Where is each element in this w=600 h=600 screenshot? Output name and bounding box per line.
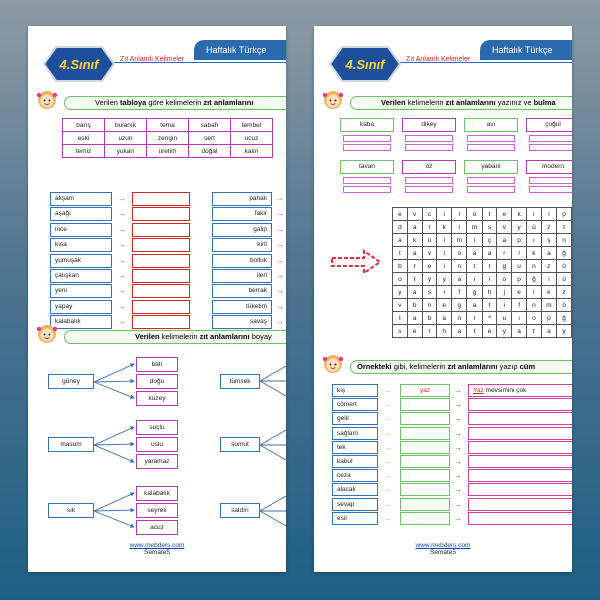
grid-letter[interactable]: m xyxy=(452,234,467,247)
word-box: kaba xyxy=(340,118,394,132)
grid-letter[interactable]: c xyxy=(422,208,437,221)
tree-root-word-right: saldırı xyxy=(220,503,260,518)
grid-letter[interactable]: ğ xyxy=(527,273,542,286)
grid-letter[interactable]: s xyxy=(393,325,408,338)
grid-letter[interactable]: a xyxy=(497,234,512,247)
grid-letter[interactable]: ü xyxy=(557,273,572,286)
arrow-icon: → xyxy=(454,499,462,509)
table-cell: tembel xyxy=(231,119,273,132)
grid-letter[interactable]: z xyxy=(541,221,556,234)
grid-letter[interactable]: h xyxy=(437,325,452,338)
arrow-icon: → xyxy=(384,428,392,438)
grid-letter[interactable]: k xyxy=(541,286,556,299)
arrow-icon: → xyxy=(454,400,462,410)
grid-letter[interactable]: ğ xyxy=(557,247,572,260)
grid-letter[interactable]: ı xyxy=(437,286,452,299)
answer-field[interactable] xyxy=(467,186,515,193)
word-left: aşağı xyxy=(50,207,112,221)
example-word: gelir xyxy=(332,412,378,425)
grid-letter[interactable]: o xyxy=(393,273,408,286)
grid-letter[interactable]: t xyxy=(407,273,422,286)
arrow-icon: → xyxy=(118,194,126,203)
arrow-icon: → xyxy=(454,386,462,395)
grid-letter[interactable]: b xyxy=(407,299,422,312)
grid-letter[interactable]: r xyxy=(422,221,437,234)
example-word: cömert xyxy=(332,398,378,411)
table-cell: üretim xyxy=(147,145,189,158)
tree-root-word: masum xyxy=(48,437,94,452)
answer-field[interactable] xyxy=(400,441,450,454)
instruction-2-text: Verilen kelimelerin zıt anlamlarını boyay xyxy=(64,330,286,344)
tree-root-word: sık xyxy=(48,503,94,518)
grid-letter[interactable]: a xyxy=(541,325,556,338)
arrow-icon: → xyxy=(118,240,126,250)
grid-letter[interactable]: f xyxy=(512,299,527,312)
sentence-field[interactable] xyxy=(468,469,572,482)
grid-letter[interactable]: a xyxy=(482,247,497,260)
grid-letter[interactable]: t xyxy=(467,260,482,273)
grid-letter[interactable]: v xyxy=(422,247,437,260)
grid-letter[interactable]: e xyxy=(512,286,527,299)
word-box: yabani xyxy=(464,160,518,174)
grid-letter[interactable]: a xyxy=(467,299,482,312)
grid-letter[interactable]: a xyxy=(407,286,422,299)
grid-letter[interactable]: ü xyxy=(422,234,437,247)
word-right: galip xyxy=(212,223,272,237)
grid-letter[interactable]: i xyxy=(497,299,512,312)
example-sentence-rest: mevsimini çok xyxy=(483,387,527,394)
grid-letter[interactable]: ö xyxy=(557,260,572,273)
grid-letter[interactable]: t xyxy=(527,325,542,338)
grid-letter[interactable]: a xyxy=(452,273,467,286)
page-header xyxy=(314,26,572,88)
example-word: alacak xyxy=(332,483,378,496)
instruction-3-text: Verilen kelimelerin zıt anlamlarını yazınız ve bulma xyxy=(350,96,572,110)
answer-field[interactable] xyxy=(343,135,391,142)
grid-letter[interactable]: n xyxy=(527,260,542,273)
word-right: bolluk xyxy=(212,254,272,268)
arrow-icon: → xyxy=(454,485,462,495)
grid-letter[interactable]: u xyxy=(497,312,512,325)
grid-row xyxy=(393,208,572,221)
grid-letter[interactable]: l xyxy=(437,247,452,260)
word-left: yumuşak xyxy=(50,254,112,268)
arrow-icon: → xyxy=(454,428,462,438)
table-cell: yukarı xyxy=(105,145,147,158)
arrow-icon: → xyxy=(454,442,462,452)
grid-letter[interactable]: t xyxy=(482,299,497,312)
arrow-right-icon xyxy=(330,248,382,276)
grid-letter[interactable]: o xyxy=(527,312,542,325)
arrow-icon: → xyxy=(118,286,126,296)
grid-letter[interactable]: i xyxy=(452,221,467,234)
answer-field[interactable] xyxy=(343,177,391,184)
grid-letter[interactable]: n xyxy=(452,260,467,273)
arrow-icon: → xyxy=(276,271,284,280)
arrow-icon: → xyxy=(454,513,462,523)
word-right: ileri xyxy=(212,269,272,283)
arrow-icon: → xyxy=(276,194,284,203)
answer-field[interactable] xyxy=(400,498,450,511)
tree-option[interactable]: kalabalık xyxy=(136,486,178,501)
arrow-icon: → xyxy=(384,499,392,509)
grid-letter[interactable]: z xyxy=(557,286,572,299)
grid-letter[interactable]: p xyxy=(557,208,572,221)
answer-field[interactable] xyxy=(343,186,391,193)
table-cell: kalın xyxy=(231,145,273,158)
grid-letter[interactable]: t xyxy=(482,260,497,273)
grid-row xyxy=(393,299,572,312)
grid-letter[interactable]: e xyxy=(422,260,437,273)
girl-icon xyxy=(322,89,344,111)
word-left: ince xyxy=(50,223,112,237)
word-box: avı xyxy=(464,118,518,132)
example-word: ceza xyxy=(332,469,378,482)
tree-root-word: güney xyxy=(48,374,94,389)
tree-option[interactable]: uslu xyxy=(136,437,178,452)
grid-letter[interactable]: v xyxy=(393,299,408,312)
arrow-icon: → xyxy=(276,209,284,219)
example-word: sağlam xyxy=(332,427,378,440)
answer-field[interactable] xyxy=(400,483,450,496)
table-cell: sabah xyxy=(189,119,231,132)
grid-letter[interactable]: h xyxy=(482,286,497,299)
arrow-icon: → xyxy=(118,209,126,219)
grid-letter[interactable]: a xyxy=(467,247,482,260)
tree-option[interactable]: suçlu xyxy=(136,420,178,435)
grid-letter[interactable]: a xyxy=(393,234,408,247)
arrow-icon: → xyxy=(276,301,284,311)
tree-option[interactable]: acuz xyxy=(136,520,178,535)
word-box: modern xyxy=(526,160,572,174)
word-left: kısa xyxy=(50,238,112,252)
grid-letter[interactable]: j xyxy=(497,286,512,299)
grid-letter[interactable]: g xyxy=(467,286,482,299)
grid-letter[interactable]: t xyxy=(393,312,408,325)
sentence-field[interactable] xyxy=(468,483,572,496)
table-cell: barış xyxy=(63,119,105,132)
grid-letter[interactable]: ı xyxy=(512,312,527,325)
tree-root-word-right: tümsek xyxy=(220,374,260,389)
grid-letter[interactable]: o xyxy=(452,247,467,260)
arrow-icon: → xyxy=(384,471,392,481)
word-right: berrak xyxy=(212,284,272,298)
answer-field[interactable]: yaz xyxy=(400,384,450,397)
grid-letter[interactable]: r xyxy=(467,312,482,325)
grid-letter[interactable]: f xyxy=(452,286,467,299)
grid-letter[interactable]: i xyxy=(437,208,452,221)
word-right: savaş xyxy=(212,315,272,329)
girl-icon xyxy=(322,353,344,375)
table-cell: ucuz xyxy=(231,132,273,145)
grid-letter[interactable]: a xyxy=(512,325,527,338)
footer-author: Semate5 xyxy=(429,549,457,556)
arrow-icon: → xyxy=(276,240,284,250)
footer-url[interactable]: www.mebders.com xyxy=(129,542,185,549)
example-sentence-word: Yaz xyxy=(473,387,484,394)
word-box: çoğul xyxy=(526,118,572,132)
arrow-icon: → xyxy=(454,471,462,481)
grid-letter[interactable]: b xyxy=(393,260,408,273)
answer-field[interactable] xyxy=(400,412,450,425)
grid-letter[interactable]: y xyxy=(497,325,512,338)
example-word: esir xyxy=(332,512,378,525)
worksheet-page-2 xyxy=(314,26,572,572)
grid-letter[interactable]: o xyxy=(467,208,482,221)
answer-field[interactable] xyxy=(405,186,453,193)
arrow-icon: → xyxy=(118,271,126,280)
answer-field[interactable] xyxy=(405,177,453,184)
grid-letter[interactable]: ö xyxy=(557,299,572,312)
arrow-icon: → xyxy=(276,224,284,234)
grid-row xyxy=(393,273,572,286)
arrow-icon: → xyxy=(384,485,392,495)
grid-row xyxy=(393,260,572,273)
grade-badge-text: 4.Sınıf xyxy=(59,57,99,72)
grid-letter[interactable]: e xyxy=(482,325,497,338)
tree-option[interactable]: kuzey xyxy=(136,391,178,406)
grid-letter[interactable]: m xyxy=(467,221,482,234)
instruction-4-text: Örnekteki gibi, kelimelerin zıt anlamlarını yazıp cüm xyxy=(350,360,572,374)
word-right: pahalı xyxy=(212,192,272,206)
tree-option[interactable]: yaramaz xyxy=(136,454,178,469)
word-left: yapay xyxy=(50,300,112,314)
tree-option[interactable]: doğu xyxy=(136,374,178,389)
footer-author: Semate5 xyxy=(143,549,171,556)
sentence-field[interactable] xyxy=(468,512,572,525)
sentence-field[interactable] xyxy=(468,455,572,468)
grid-letter[interactable]: a xyxy=(407,221,422,234)
word-box: dikey xyxy=(402,118,456,132)
grade-badge-text: 4.Sınıf xyxy=(345,57,385,72)
word-left: akşam xyxy=(50,192,112,206)
table-cell: uzun xyxy=(105,132,147,145)
grid-letter[interactable]: t xyxy=(467,325,482,338)
grid-letter[interactable]: d xyxy=(393,221,408,234)
answer-field[interactable] xyxy=(343,144,391,151)
tree-root-word-right: somut xyxy=(220,437,260,452)
grid-letter[interactable]: k xyxy=(527,247,542,260)
grid-letter[interactable]: ğ xyxy=(557,312,572,325)
grid-letter[interactable]: n xyxy=(422,299,437,312)
table-cell: bulanık xyxy=(105,119,147,132)
grid-letter[interactable]: v xyxy=(497,221,512,234)
grid-letter[interactable]: y xyxy=(512,221,527,234)
grid-letter[interactable]: s xyxy=(422,286,437,299)
instruction-3 xyxy=(322,92,572,110)
answer-field[interactable] xyxy=(467,144,515,151)
grid-letter[interactable]: n xyxy=(452,312,467,325)
sentence-field[interactable] xyxy=(468,441,572,454)
word-right: fakir xyxy=(212,207,272,221)
grid-letter[interactable]: i xyxy=(467,273,482,286)
grid-letter[interactable]: o xyxy=(497,273,512,286)
sentence-field[interactable] xyxy=(468,412,572,425)
answer-field[interactable] xyxy=(400,469,450,482)
grid-letter[interactable]: ı xyxy=(527,234,542,247)
arrow-icon: → xyxy=(384,400,392,410)
arrow-icon: → xyxy=(276,317,284,327)
grid-letter[interactable]: z xyxy=(541,260,556,273)
grid-letter[interactable]: ş xyxy=(541,234,556,247)
grid-letter[interactable]: y xyxy=(557,325,572,338)
grid-letter[interactable]: i xyxy=(437,234,452,247)
table-cell: zengin xyxy=(147,132,189,145)
grid-letter[interactable]: a xyxy=(407,312,422,325)
grid-letter[interactable]: k xyxy=(437,221,452,234)
grid-letter[interactable]: ı xyxy=(467,234,482,247)
grid-letter[interactable]: a xyxy=(541,247,556,260)
grid-letter[interactable]: e xyxy=(393,208,408,221)
word-right: tüketim xyxy=(212,300,272,314)
grid-row xyxy=(393,312,572,325)
grid-letter[interactable]: n xyxy=(527,299,542,312)
subtitle: Zıt Anlamlı Kelimeler xyxy=(406,56,471,63)
worksheet-page-1 xyxy=(28,26,286,572)
grid-letter[interactable]: t xyxy=(482,208,497,221)
grid-row xyxy=(393,221,572,234)
grid-letter[interactable]: p xyxy=(541,312,556,325)
word-left: çalışkan xyxy=(50,269,112,283)
word-box: öz xyxy=(402,160,456,174)
grid-row xyxy=(393,286,572,299)
grid-letter[interactable]: g xyxy=(452,299,467,312)
footer xyxy=(314,542,572,556)
header-tab: Haftalık Türkçe xyxy=(480,40,572,60)
example-word: kabul xyxy=(332,455,378,468)
tree-option[interactable]: seyrek xyxy=(136,503,178,518)
grid-letter[interactable]: r xyxy=(497,247,512,260)
grid-letter[interactable]: m xyxy=(541,299,556,312)
arrow-icon: → xyxy=(454,414,462,424)
grid-letter[interactable]: i xyxy=(482,273,497,286)
grid-letter[interactable]: t xyxy=(557,221,572,234)
grid-row xyxy=(393,325,572,338)
grid-row xyxy=(393,247,572,260)
grid-letter[interactable]: i xyxy=(527,208,542,221)
arrow-icon: → xyxy=(384,513,392,523)
grid-letter[interactable]: u xyxy=(512,260,527,273)
arrow-icon: → xyxy=(276,286,284,296)
answer-field[interactable] xyxy=(529,144,572,151)
grid-letter[interactable]: g xyxy=(497,260,512,273)
grid-letter[interactable]: p xyxy=(512,273,527,286)
grid-letter[interactable]: y xyxy=(437,273,452,286)
grid-letter[interactable]: k xyxy=(512,208,527,221)
table-cell: doğal xyxy=(189,145,231,158)
grid-letter[interactable]: ü xyxy=(527,221,542,234)
table-cell: temiz xyxy=(63,145,105,158)
grid-letter[interactable]: l xyxy=(452,208,467,221)
grade-badge xyxy=(328,45,402,83)
tree-option[interactable]: batı xyxy=(136,357,178,372)
grid-letter[interactable]: p xyxy=(512,234,527,247)
answer-field[interactable] xyxy=(467,135,515,142)
arrow-icon: → xyxy=(384,442,392,452)
grid-letter[interactable]: ç xyxy=(482,234,497,247)
answer-field[interactable] xyxy=(400,512,450,525)
grid-letter[interactable]: k xyxy=(407,234,422,247)
footer-url[interactable]: www.mebders.com xyxy=(415,542,471,549)
arrow-icon: → xyxy=(118,224,126,234)
grid-letter[interactable]: r xyxy=(422,325,437,338)
grid-letter[interactable]: a xyxy=(452,325,467,338)
header-tab: Haftalık Türkçe xyxy=(194,40,286,60)
table-cell: sert xyxy=(189,132,231,145)
table-cell: tema xyxy=(147,119,189,132)
grid-row xyxy=(393,234,572,247)
answer-field[interactable] xyxy=(405,135,453,142)
arrow-icon: → xyxy=(454,457,462,466)
answer-field[interactable] xyxy=(529,186,572,193)
example-word: kış xyxy=(332,384,378,397)
arrow-icon: → xyxy=(118,255,126,265)
grid-letter[interactable]: t xyxy=(393,247,408,260)
grid-letter[interactable]: b xyxy=(422,312,437,325)
answer-field[interactable] xyxy=(400,398,450,411)
grid-letter[interactable]: e xyxy=(497,208,512,221)
arrow-icon: → xyxy=(384,386,392,395)
word-search-grid xyxy=(392,207,572,338)
grid-letter[interactable]: a xyxy=(407,247,422,260)
grid-letter[interactable]: a xyxy=(437,312,452,325)
grid-letter[interactable]: r xyxy=(407,260,422,273)
arrow-icon: → xyxy=(384,414,392,424)
instruction-1-text: Verilen tabloya göre kelimelerin zıt anlamlarını xyxy=(64,96,286,110)
answer-field[interactable] xyxy=(400,427,450,440)
example-word: tek xyxy=(332,441,378,454)
table-cell: eski xyxy=(63,132,105,145)
sentence-field[interactable] xyxy=(468,427,572,440)
grid-letter[interactable]: n xyxy=(557,234,572,247)
footer xyxy=(28,542,286,556)
sentence-field[interactable] xyxy=(468,384,572,397)
answer-field[interactable] xyxy=(467,177,515,184)
grid-letter[interactable]: v xyxy=(407,208,422,221)
arrow-icon: → xyxy=(118,317,126,327)
answer-field[interactable] xyxy=(405,144,453,151)
instruction-4 xyxy=(322,356,572,374)
word-box: tavan xyxy=(340,160,394,174)
sentence-field[interactable] xyxy=(468,398,572,411)
subtitle: Zıt Anlamlı Kelimeler xyxy=(120,56,185,63)
grid-letter[interactable]: ª xyxy=(482,312,497,325)
grid-letter[interactable]: i xyxy=(437,260,452,273)
arrow-icon: → xyxy=(276,255,284,265)
word-left: yeni xyxy=(50,284,112,298)
grid-letter[interactable]: l xyxy=(527,286,542,299)
sentence-field[interactable] xyxy=(468,498,572,511)
grid-letter[interactable]: y xyxy=(393,286,408,299)
grid-letter[interactable]: e xyxy=(437,299,452,312)
grid-letter[interactable]: y xyxy=(422,273,437,286)
grid-letter[interactable]: i xyxy=(541,273,556,286)
grid-letter[interactable]: l xyxy=(541,208,556,221)
answer-field[interactable] xyxy=(400,455,450,468)
arrow-icon: → xyxy=(384,457,392,466)
arrow-icon: → xyxy=(118,301,126,311)
answer-field[interactable] xyxy=(529,135,572,142)
grid-letter[interactable]: l xyxy=(512,247,527,260)
answer-field[interactable] xyxy=(529,177,572,184)
grid-letter[interactable]: s xyxy=(482,221,497,234)
grid-letter[interactable]: e xyxy=(407,325,422,338)
word-right: kirli xyxy=(212,238,272,252)
example-word: sevap xyxy=(332,498,378,511)
word-left: kalabalık xyxy=(50,315,112,329)
